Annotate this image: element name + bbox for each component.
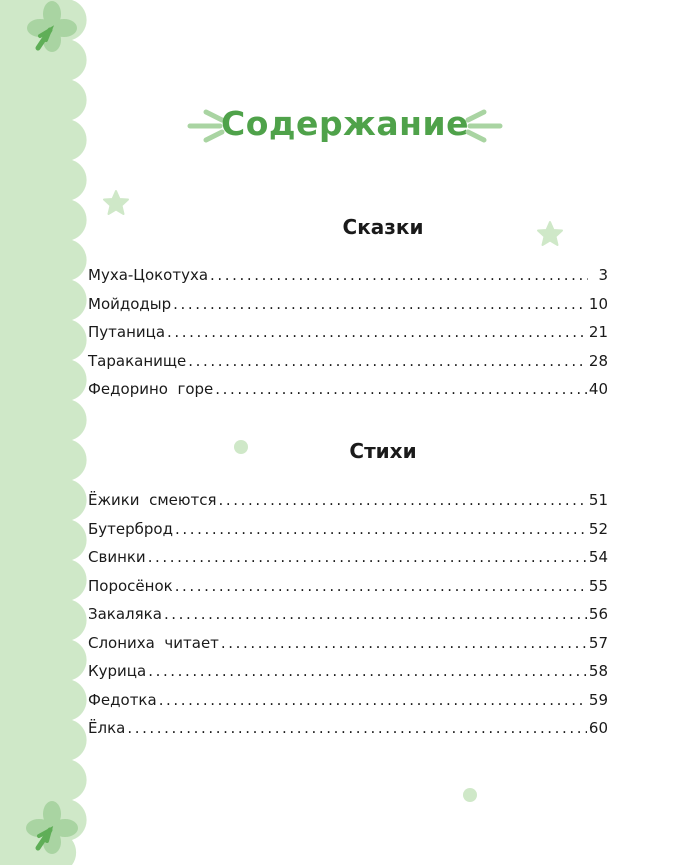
toc-entry-page: 54 xyxy=(588,548,608,566)
toc-entry-title: Тараканище xyxy=(88,351,187,370)
toc-entry-page: 56 xyxy=(588,605,608,623)
star-icon xyxy=(102,189,130,217)
toc-entry-page: 52 xyxy=(588,519,608,538)
dot-leader xyxy=(221,634,587,652)
toc-entry[interactable] xyxy=(88,323,608,352)
dot-leader xyxy=(173,295,587,313)
page-title-block xyxy=(180,96,510,156)
toc-entry[interactable] xyxy=(88,295,608,324)
dot-leader xyxy=(148,548,587,566)
dot-leader xyxy=(215,380,587,398)
toc-entry[interactable] xyxy=(88,605,608,634)
toc-entry[interactable] xyxy=(88,266,608,295)
toc-entry-title: Свинки xyxy=(88,548,146,566)
toc-entry-title: Путаница xyxy=(88,323,166,341)
toc-entry-page: 57 xyxy=(588,633,608,652)
section-heading-fairy-tales: Сказки xyxy=(342,215,424,239)
toc-entry-title: Муха-Цокотуха xyxy=(88,266,209,284)
toc-entry[interactable] xyxy=(88,662,608,691)
toc-entry-page: 60 xyxy=(588,719,608,737)
toc-entry[interactable] xyxy=(88,577,608,606)
toc-entry-page: 3 xyxy=(598,266,608,284)
toc-entry-page: 55 xyxy=(588,576,608,595)
toc-entry-title: Закаляка xyxy=(88,605,162,623)
sparkle-right-icon xyxy=(462,98,508,150)
dot-leader xyxy=(210,266,588,284)
toc-entry-title: Ёлка xyxy=(88,719,126,737)
toc-list-fairy-tales xyxy=(88,266,608,409)
toc-entry-page: 58 xyxy=(588,662,608,680)
toc-entry[interactable] xyxy=(88,548,608,577)
page-title: Содержание xyxy=(221,104,469,143)
toc-entry[interactable] xyxy=(88,491,608,520)
toc-entry-title: Поросёнок xyxy=(88,576,173,595)
toc-entry-title: Ёжики смеются xyxy=(88,491,217,509)
toc-entry-title: Курица xyxy=(88,662,147,680)
toc-entry-title: Мойдодыр xyxy=(88,294,172,313)
toc-entry-page: 10 xyxy=(588,294,608,313)
toc-entry-title: Бутерброд xyxy=(88,519,173,538)
toc-entry-title: Федотка xyxy=(88,690,157,709)
dot-leader xyxy=(219,491,587,509)
dot-leader xyxy=(164,605,587,623)
toc-list-poems xyxy=(88,491,608,748)
dot-leader xyxy=(175,577,587,595)
dot-leader xyxy=(127,719,587,737)
dot-leader xyxy=(148,662,587,680)
dot-leader xyxy=(175,520,587,538)
toc-entry[interactable] xyxy=(88,352,608,381)
scalloped-side-border xyxy=(0,0,92,865)
toc-entry[interactable] xyxy=(88,719,608,748)
section-heading-poems: Стихи xyxy=(349,439,417,463)
toc-entry[interactable] xyxy=(88,520,608,549)
toc-entry-page: 59 xyxy=(588,690,608,709)
toc-entry-title: Федорино горе xyxy=(88,380,214,398)
dot-leader xyxy=(188,352,587,370)
dot-icon xyxy=(462,787,478,803)
toc-entry-page: 40 xyxy=(588,380,608,398)
toc-entry-page: 51 xyxy=(588,491,608,509)
dot-leader xyxy=(167,323,587,341)
toc-entry[interactable] xyxy=(88,634,608,663)
dot-leader xyxy=(159,691,587,709)
toc-entry[interactable] xyxy=(88,691,608,720)
toc-entry-title: Слониха читает xyxy=(88,633,219,652)
toc-entry-page: 21 xyxy=(588,323,608,341)
toc-entry[interactable] xyxy=(88,380,608,409)
toc-entry-page: 28 xyxy=(588,351,608,370)
